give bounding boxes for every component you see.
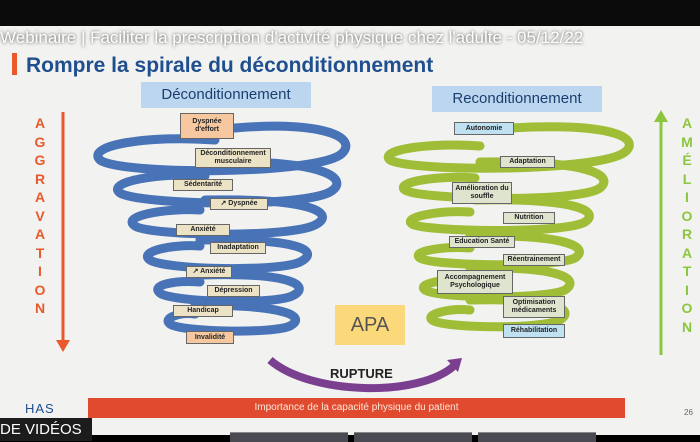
vertical-letter: A <box>34 189 46 205</box>
vertical-letter: O <box>34 281 46 298</box>
label-education-sante: Education Santé <box>449 236 515 248</box>
vertical-letter: É <box>682 152 692 168</box>
vertical-letter: G <box>34 133 46 150</box>
bottom-banner: Importance de la capacité physique du patient <box>88 398 625 418</box>
label-rehabilitation: Réhabilitation <box>503 324 565 338</box>
video-overlay-title: Webinaire | Faciliter la prescription d'activité physique chez l'adulte - 05/12/22 <box>0 28 584 47</box>
label-amelioration-souffle: Amélioration du souffle <box>452 182 512 204</box>
more-videos-button[interactable]: DE VIDÉOS <box>0 418 92 441</box>
vertical-letter: T <box>682 263 692 279</box>
vertical-letter: I <box>685 281 689 298</box>
vertical-letter: R <box>34 170 46 187</box>
rupture-label: RUPTURE <box>330 366 393 381</box>
label-dyspnee-effort: Dyspnée d'effort <box>180 113 234 139</box>
aggravation-letters <box>30 114 50 318</box>
vertical-letter: M <box>681 133 693 150</box>
label-handicap: Handicap <box>173 305 233 317</box>
label-sedentarite: Sédentarité <box>173 179 233 191</box>
vertical-letter: N <box>34 300 46 316</box>
vertical-letter: A <box>681 115 693 131</box>
vertical-letter: R <box>681 226 693 242</box>
label-deconditionnement-musculaire: Déconditionnement musculaire <box>195 148 271 168</box>
label-depression: Dépression <box>207 285 260 297</box>
slide-title: Rompre la spirale du déconditionnement <box>26 54 434 77</box>
vertical-letter: A <box>34 115 46 131</box>
label-nutrition: Nutrition <box>503 212 555 224</box>
vertical-letter: V <box>35 207 45 224</box>
label-dyspnee: ↗ Dyspnée <box>210 198 268 210</box>
vertical-letter: I <box>685 189 689 205</box>
label-reentrainement: Réentrainement <box>503 254 565 266</box>
label-autonomie: Autonomie <box>454 122 514 135</box>
label-invalidite: Invalidité <box>186 331 234 344</box>
left-heading: Déconditionnement <box>141 82 311 108</box>
label-optimisation-medicaments: Optimisation médicaments <box>503 296 565 318</box>
vertical-letter: L <box>682 170 692 187</box>
title-accent-bar <box>12 53 17 75</box>
apa-box: APA <box>335 305 405 345</box>
vertical-letter: O <box>681 207 693 224</box>
label-inadaptation: Inadaptation <box>210 242 266 254</box>
page-number: 26 <box>684 408 693 417</box>
has-logo: HAS <box>25 401 55 416</box>
amelioration-letters <box>677 114 697 336</box>
vertical-letter: I <box>38 263 42 279</box>
vertical-letter: A <box>34 226 46 242</box>
video-thumbnails <box>230 432 600 441</box>
right-heading: Reconditionnement <box>432 86 602 112</box>
vertical-letter: T <box>35 244 45 261</box>
vertical-letter: N <box>681 318 693 335</box>
vertical-letter: G <box>34 152 46 168</box>
label-accompagnement-psychologique: Accompagnement Psychologique <box>437 270 513 294</box>
vertical-letter: O <box>681 300 693 316</box>
label-anxiete: Anxiété <box>176 224 230 236</box>
vertical-letter: A <box>681 244 693 261</box>
label-anxiete-up: ↗ Anxiété <box>186 266 232 278</box>
label-adaptation: Adaptation <box>500 156 555 168</box>
